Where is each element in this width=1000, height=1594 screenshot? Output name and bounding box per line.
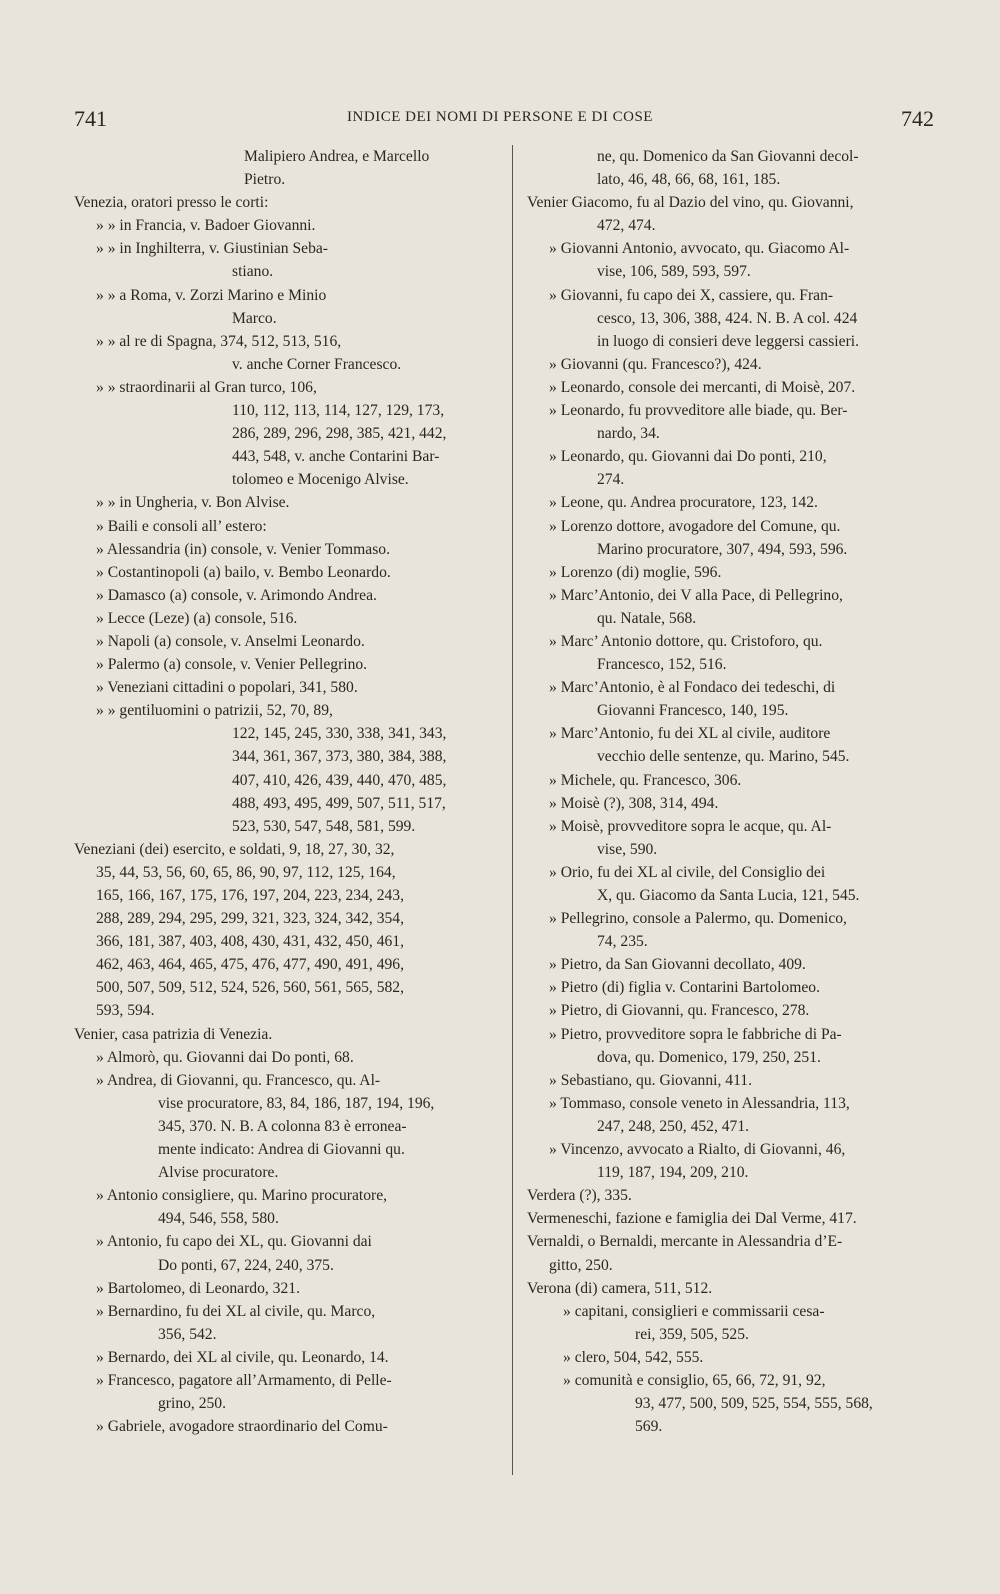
index-entry-text: » Moisè, provveditore sopra le acque, qu. Al- bbox=[549, 817, 832, 835]
index-entry-text: » Bernardino, fu dei XL al civile, qu. Marco, bbox=[96, 1302, 376, 1320]
index-entry-line bbox=[527, 307, 949, 330]
index-entry-text: Verdera (?), 335. bbox=[527, 1187, 632, 1205]
index-entry-text: » Giovanni (qu. Francesco?), 424. bbox=[549, 355, 762, 373]
index-entry-line bbox=[74, 861, 501, 884]
index-entry-line bbox=[527, 1277, 949, 1300]
index-entry-line bbox=[527, 699, 949, 722]
index-entry-text: » » al re di Spagna, 374, 512, 513, 516, bbox=[96, 332, 342, 350]
index-entry-text: » Bartolomeo, di Leonardo, 321. bbox=[96, 1279, 300, 1297]
index-entry-text: » Tommaso, console veneto in Alessandria, 113, bbox=[549, 1094, 850, 1112]
index-entry-line bbox=[527, 237, 949, 260]
index-entry-text: » Vincenzo, avvocato a Rialto, di Giovanni, 46, bbox=[549, 1141, 846, 1159]
index-entry-line bbox=[74, 260, 501, 283]
index-entry-text: 366, 181, 387, 403, 408, 430, 431, 432, 450, 461, bbox=[96, 933, 404, 951]
index-entry-line bbox=[527, 191, 949, 214]
index-entry-line bbox=[74, 976, 501, 999]
index-entry-line bbox=[527, 515, 949, 538]
index-entry-text: 488, 493, 495, 499, 507, 511, 517, bbox=[232, 794, 446, 812]
index-entry-text: » Veneziani cittadini o popolari, 341, 580. bbox=[96, 679, 358, 697]
index-entry-text: » Marc’Antonio, è al Fondaco dei tedeschi, di bbox=[549, 679, 836, 697]
index-entry-text: Malipiero Andrea, e Marcello bbox=[244, 148, 430, 165]
index-entry-text: ne, qu. Domenico da San Giovanni decol- bbox=[597, 148, 859, 165]
index-entry-line bbox=[527, 607, 949, 630]
index-entry-text: 500, 507, 509, 512, 524, 526, 560, 561, 565, 582, bbox=[96, 979, 404, 997]
column-divider bbox=[512, 145, 513, 1475]
index-entry-line bbox=[74, 491, 501, 514]
left-index-column bbox=[74, 145, 501, 1438]
index-entry-text: cesco, 13, 306, 388, 424. N. B. A col. 424 bbox=[597, 309, 858, 327]
index-entry-line bbox=[527, 769, 949, 792]
index-entry-line bbox=[527, 145, 949, 168]
index-entry-text: 93, 477, 500, 509, 525, 554, 555, 568, bbox=[635, 1395, 873, 1413]
index-entry-text: dova, qu. Domenico, 179, 250, 251. bbox=[597, 1048, 821, 1066]
index-entry-line bbox=[74, 699, 501, 722]
index-entry-text: » » in Ungheria, v. Bon Alvise. bbox=[96, 494, 290, 512]
index-entry-line bbox=[74, 214, 501, 237]
index-entry-line bbox=[74, 538, 501, 561]
index-entry-text: » Marc’ Antonio dottore, qu. Cristoforo, qu. bbox=[549, 632, 823, 650]
index-entry-text: » Leone, qu. Andrea procuratore, 123, 142. bbox=[549, 494, 818, 512]
index-entry-line bbox=[74, 792, 501, 815]
index-entry-line bbox=[74, 1092, 501, 1115]
index-entry-line bbox=[74, 376, 501, 399]
index-entry-text: » Sebastiano, qu. Giovanni, 411. bbox=[549, 1071, 752, 1089]
index-entry-text: Venier Giacomo, fu al Dazio del vino, qu. Giovanni, bbox=[527, 194, 854, 212]
index-entry-line bbox=[527, 1346, 949, 1369]
index-entry-text: stiano. bbox=[232, 263, 274, 281]
index-entry-line bbox=[527, 376, 949, 399]
index-entry-line bbox=[527, 214, 949, 237]
index-entry-line bbox=[527, 630, 949, 653]
index-entry-text: » Lorenzo dottore, avogadore del Comune, qu. bbox=[549, 517, 841, 535]
index-entry-line bbox=[527, 1069, 949, 1092]
index-entry-line bbox=[74, 330, 501, 353]
index-entry-line bbox=[527, 1161, 949, 1184]
index-entry-text: » Lecce (Leze) (a) console, 516. bbox=[96, 609, 298, 627]
index-entry-line bbox=[74, 999, 501, 1022]
index-entry-line bbox=[74, 676, 501, 699]
index-entry-text: » comunità e consiglio, 65, 66, 72, 91, 92, bbox=[563, 1371, 826, 1389]
index-entry-line bbox=[74, 630, 501, 653]
index-entry-text: » Lorenzo (di) moglie, 596. bbox=[549, 563, 722, 581]
index-entry-line bbox=[527, 722, 949, 745]
index-entry-text: 119, 187, 194, 209, 210. bbox=[597, 1164, 749, 1182]
index-entry-line bbox=[74, 422, 501, 445]
index-entry-text: » Gabriele, avogadore straordinario del Comu- bbox=[96, 1418, 388, 1436]
index-entry-line bbox=[527, 815, 949, 838]
index-entry-text: 74, 235. bbox=[597, 933, 648, 951]
index-entry-text: » Marc’Antonio, dei V alla Pace, di Pellegrino, bbox=[549, 586, 843, 604]
index-entry-line bbox=[527, 468, 949, 491]
index-entry-line bbox=[527, 445, 949, 468]
index-entry-text: » » a Roma, v. Zorzi Marino e Minio bbox=[96, 286, 327, 304]
index-entry-line bbox=[527, 1392, 949, 1415]
index-entry-text: » Almorò, qu. Giovanni dai Do ponti, 68. bbox=[96, 1048, 354, 1066]
index-entry-text: » Pietro, di Giovanni, qu. Francesco, 278. bbox=[549, 1002, 810, 1020]
index-entry-text: » Giovanni Antonio, avvocato, qu. Giacomo Al- bbox=[549, 240, 850, 258]
index-entry-text: Giovanni Francesco, 140, 195. bbox=[597, 702, 789, 720]
index-entry-text: » Napoli (a) console, v. Anselmi Leonardo. bbox=[96, 632, 365, 650]
index-entry-text: » Pietro, da San Giovanni decollato, 409. bbox=[549, 956, 806, 974]
index-entry-line bbox=[527, 584, 949, 607]
index-entry-text: v. anche Corner Francesco. bbox=[232, 355, 402, 373]
index-entry-line bbox=[74, 468, 501, 491]
index-entry-line bbox=[527, 422, 949, 445]
left-page-number: 741 bbox=[74, 106, 107, 131]
index-entry-line bbox=[527, 1138, 949, 1161]
index-entry-line bbox=[74, 607, 501, 630]
running-title: INDICE DEI NOMI DI PERSONE E DI COSE bbox=[347, 109, 653, 125]
index-entry-text: » Palermo (a) console, v. Venier Pellegrino. bbox=[96, 656, 368, 674]
index-entry-line bbox=[527, 1207, 949, 1230]
index-entry-text: » Bernardo, dei XL al civile, qu. Leonardo, 14. bbox=[96, 1348, 389, 1366]
index-entry-line bbox=[527, 330, 949, 353]
index-entry-text: » Antonio consigliere, qu. Marino procuratore, bbox=[96, 1187, 388, 1205]
index-entry-line bbox=[527, 1023, 949, 1046]
index-entry-line bbox=[74, 1046, 501, 1069]
index-entry-text: Do ponti, 67, 224, 240, 375. bbox=[158, 1256, 334, 1274]
index-entry-line bbox=[74, 1392, 501, 1415]
index-entry-line bbox=[74, 745, 501, 768]
right-page-number: 742 bbox=[901, 106, 934, 131]
index-entry-line bbox=[527, 1415, 949, 1438]
index-entry-text: » Marc’Antonio, fu dei XL al civile, auditore bbox=[549, 725, 831, 743]
index-entry-line bbox=[527, 399, 949, 422]
index-entry-line bbox=[74, 445, 501, 468]
index-entry-line bbox=[527, 861, 949, 884]
index-entry-text: » Baili e consoli all’ estero: bbox=[96, 517, 267, 535]
index-entry-line bbox=[527, 653, 949, 676]
index-entry-line bbox=[74, 237, 501, 260]
index-entry-line bbox=[74, 399, 501, 422]
index-entry-line bbox=[74, 1138, 501, 1161]
index-entry-text: Venier, casa patrizia di Venezia. bbox=[74, 1025, 273, 1043]
index-entry-text: Pietro. bbox=[244, 171, 286, 189]
index-entry-line bbox=[74, 1346, 501, 1369]
index-entry-line bbox=[527, 491, 949, 514]
index-entry-line bbox=[527, 953, 949, 976]
index-entry-line bbox=[527, 260, 949, 283]
index-entry-text: » Leonardo, qu. Giovanni dai Do ponti, 210, bbox=[549, 448, 827, 466]
index-entry-line bbox=[74, 168, 501, 191]
index-entry-line bbox=[74, 1415, 501, 1438]
index-entry-text: 110, 112, 113, 114, 127, 129, 173, bbox=[232, 402, 445, 420]
index-entry-text: Vernaldi, o Bernaldi, mercante in Alessandria d’E- bbox=[527, 1233, 843, 1251]
index-entry-line bbox=[527, 999, 949, 1022]
index-entry-text: Francesco, 152, 516. bbox=[597, 656, 727, 674]
index-entry-text: 274. bbox=[597, 471, 625, 489]
index-entry-text: lato, 46, 48, 66, 68, 161, 185. bbox=[597, 171, 781, 189]
index-entry-line bbox=[527, 1046, 949, 1069]
index-entry-line bbox=[74, 515, 501, 538]
index-entry-line bbox=[527, 838, 949, 861]
index-entry-line bbox=[527, 1300, 949, 1323]
index-entry-text: » Giovanni, fu capo dei X, cassiere, qu. Fran- bbox=[549, 286, 834, 304]
index-entry-line bbox=[74, 1069, 501, 1092]
index-entry-text: » Andrea, di Giovanni, qu. Francesco, qu. Al- bbox=[96, 1071, 381, 1089]
index-entry-line bbox=[527, 930, 949, 953]
index-entry-text: » Orio, fu dei XL al civile, del Consiglio dei bbox=[549, 863, 826, 881]
index-entry-text: » Damasco (a) console, v. Arimondo Andrea. bbox=[96, 586, 377, 604]
index-entry-text: Marino procuratore, 307, 494, 593, 596. bbox=[597, 540, 848, 558]
index-entry-line bbox=[527, 792, 949, 815]
index-entry-line bbox=[74, 1254, 501, 1277]
index-entry-line bbox=[74, 1323, 501, 1346]
index-entry-line bbox=[74, 1207, 501, 1230]
index-entry-line bbox=[527, 745, 949, 768]
index-entry-text: » clero, 504, 542, 555. bbox=[563, 1348, 704, 1366]
index-entry-line bbox=[74, 353, 501, 376]
index-entry-text: 472, 474. bbox=[597, 217, 656, 235]
index-entry-text: nardo, 34. bbox=[597, 425, 660, 443]
index-entry-text: » » straordinarii al Gran turco, 106, bbox=[96, 378, 317, 396]
index-entry-line bbox=[74, 722, 501, 745]
index-entry-line bbox=[527, 284, 949, 307]
index-entry-text: vise, 590. bbox=[597, 840, 658, 858]
index-entry-text: » » gentiluomini o patrizii, 52, 70, 89, bbox=[96, 702, 333, 720]
index-entry-text: tolomeo e Mocenigo Alvise. bbox=[232, 471, 409, 489]
index-entry-line bbox=[527, 1323, 949, 1346]
index-entry-line bbox=[527, 976, 949, 999]
index-entry-line bbox=[527, 907, 949, 930]
index-entry-text: 407, 410, 426, 439, 440, 470, 485, bbox=[232, 771, 447, 789]
index-entry-line bbox=[527, 1184, 949, 1207]
index-entry-text: 356, 542. bbox=[158, 1325, 217, 1343]
index-entry-text: rei, 359, 505, 525. bbox=[635, 1325, 749, 1343]
index-entry-line bbox=[527, 168, 949, 191]
index-entry-line bbox=[527, 676, 949, 699]
index-entry-line bbox=[527, 538, 949, 561]
index-entry-line bbox=[74, 1277, 501, 1300]
index-entry-text: 247, 248, 250, 452, 471. bbox=[597, 1117, 750, 1135]
index-entry-line bbox=[527, 353, 949, 376]
index-entry-text: » capitani, consiglieri e commissarii cesa- bbox=[563, 1302, 825, 1320]
index-entry-text: 288, 289, 294, 295, 299, 321, 323, 324, 342, 354, bbox=[96, 910, 404, 928]
index-entry-text: 462, 463, 464, 465, 475, 476, 477, 490, 491, 496, bbox=[96, 956, 404, 974]
index-entry-text: Venezia, oratori presso le corti: bbox=[74, 194, 269, 212]
index-entry-line bbox=[74, 653, 501, 676]
index-entry-text: » Leonardo, fu provveditore alle biade, qu. Ber- bbox=[549, 402, 848, 420]
index-entry-text: Verona (di) camera, 511, 512. bbox=[527, 1279, 713, 1297]
index-entry-text: 286, 289, 296, 298, 385, 421, 442, bbox=[232, 425, 447, 443]
index-entry-line bbox=[74, 1023, 501, 1046]
index-entry-text: » Pietro, provveditore sopra le fabbriche di Pa- bbox=[549, 1025, 842, 1043]
index-entry-text: » Antonio, fu capo dei XL, qu. Giovanni dai bbox=[96, 1233, 372, 1251]
index-entry-line bbox=[74, 307, 501, 330]
index-entry-line bbox=[74, 1230, 501, 1253]
index-entry-line bbox=[527, 1115, 949, 1138]
index-entry-line bbox=[74, 907, 501, 930]
index-entry-text: 523, 530, 547, 548, 581, 599. bbox=[232, 817, 416, 835]
index-entry-line bbox=[527, 884, 949, 907]
index-entry-text: » Francesco, pagatore all’Armamento, di Pelle- bbox=[96, 1371, 392, 1389]
index-entry-line bbox=[74, 1161, 501, 1184]
index-entry-text: » Costantinopoli (a) bailo, v. Bembo Leonardo. bbox=[96, 563, 391, 581]
index-entry-line bbox=[74, 815, 501, 838]
index-entry-text: vise, 106, 589, 593, 597. bbox=[597, 263, 751, 281]
index-entry-line bbox=[74, 284, 501, 307]
index-entry-text: qu. Natale, 568. bbox=[597, 609, 697, 627]
index-entry-text: Alvise procuratore. bbox=[158, 1164, 279, 1182]
index-entry-text: 494, 546, 558, 580. bbox=[158, 1210, 279, 1228]
index-entry-text: » » in Francia, v. Badoer Giovanni. bbox=[96, 217, 316, 235]
index-entry-text: Veneziani (dei) esercito, e soldati, 9, 18, 27, 30, 32, bbox=[74, 840, 395, 858]
index-entry-line bbox=[74, 191, 501, 214]
index-entry-line bbox=[74, 1300, 501, 1323]
index-entry-text: » Pietro (di) figlia v. Contarini Bartolomeo. bbox=[549, 979, 820, 997]
index-entry-text: » Moisè (?), 308, 314, 494. bbox=[549, 794, 719, 812]
index-entry-text: » Alessandria (in) console, v. Venier Tommaso. bbox=[96, 540, 390, 558]
index-entry-line bbox=[527, 1092, 949, 1115]
index-entry-text: in luogo di consieri deve leggersi cassieri. bbox=[597, 332, 859, 350]
index-entry-text: X, qu. Giacomo da Santa Lucia, 121, 545. bbox=[597, 887, 860, 904]
index-entry-line bbox=[74, 1369, 501, 1392]
index-entry-line bbox=[74, 838, 501, 861]
index-entry-text: mente indicato: Andrea di Giovanni qu. bbox=[158, 1141, 405, 1159]
index-entry-text: » Michele, qu. Francesco, 306. bbox=[549, 771, 742, 789]
index-entry-text: gitto, 250. bbox=[549, 1256, 613, 1274]
index-entry-line bbox=[74, 1184, 501, 1207]
index-entry-text: » Leonardo, console dei mercanti, di Moisè, 207. bbox=[549, 378, 856, 396]
index-entry-text: 122, 145, 245, 330, 338, 341, 343, bbox=[232, 725, 447, 743]
index-entry-text: 345, 370. N. B. A colonna 83 è erronea- bbox=[158, 1117, 407, 1135]
index-entry-text: 35, 44, 53, 56, 60, 65, 86, 90, 97, 112, 125, 164, bbox=[96, 863, 396, 881]
index-entry-text: vecchio delle sentenze, qu. Marino, 545. bbox=[597, 748, 850, 766]
index-entry-text: 443, 548, v. anche Contarini Bar- bbox=[232, 448, 440, 466]
index-entry-text: » » in Inghilterra, v. Giustinian Seba- bbox=[96, 240, 328, 258]
index-entry-line bbox=[527, 1254, 949, 1277]
index-entry-line bbox=[527, 1230, 949, 1253]
index-entry-line bbox=[74, 930, 501, 953]
index-entry-text: grino, 250. bbox=[158, 1395, 227, 1413]
index-entry-text: Vermeneschi, fazione e famiglia dei Dal Verme, 417. bbox=[527, 1210, 857, 1228]
index-entry-text: » Pellegrino, console a Palermo, qu. Domenico, bbox=[549, 910, 847, 928]
index-entry-line bbox=[74, 584, 501, 607]
index-entry-line bbox=[527, 1369, 949, 1392]
index-entry-text: Marco. bbox=[232, 309, 277, 327]
index-entry-line bbox=[74, 769, 501, 792]
index-entry-line bbox=[527, 561, 949, 584]
index-entry-line bbox=[74, 561, 501, 584]
right-index-column bbox=[527, 145, 949, 1438]
index-entry-text: vise procuratore, 83, 84, 186, 187, 194, 196, bbox=[158, 1094, 435, 1112]
index-entry-line bbox=[74, 884, 501, 907]
index-entry-line bbox=[74, 1115, 501, 1138]
index-entry-text: 165, 166, 167, 175, 176, 197, 204, 223, 234, 243, bbox=[96, 887, 404, 904]
index-entry-text: 593, 594. bbox=[96, 1002, 155, 1020]
index-entry-line bbox=[74, 953, 501, 976]
index-entry-text: 344, 361, 367, 373, 380, 384, 388, bbox=[232, 748, 447, 766]
index-entry-line bbox=[74, 145, 501, 168]
index-entry-text: 569. bbox=[635, 1418, 663, 1436]
